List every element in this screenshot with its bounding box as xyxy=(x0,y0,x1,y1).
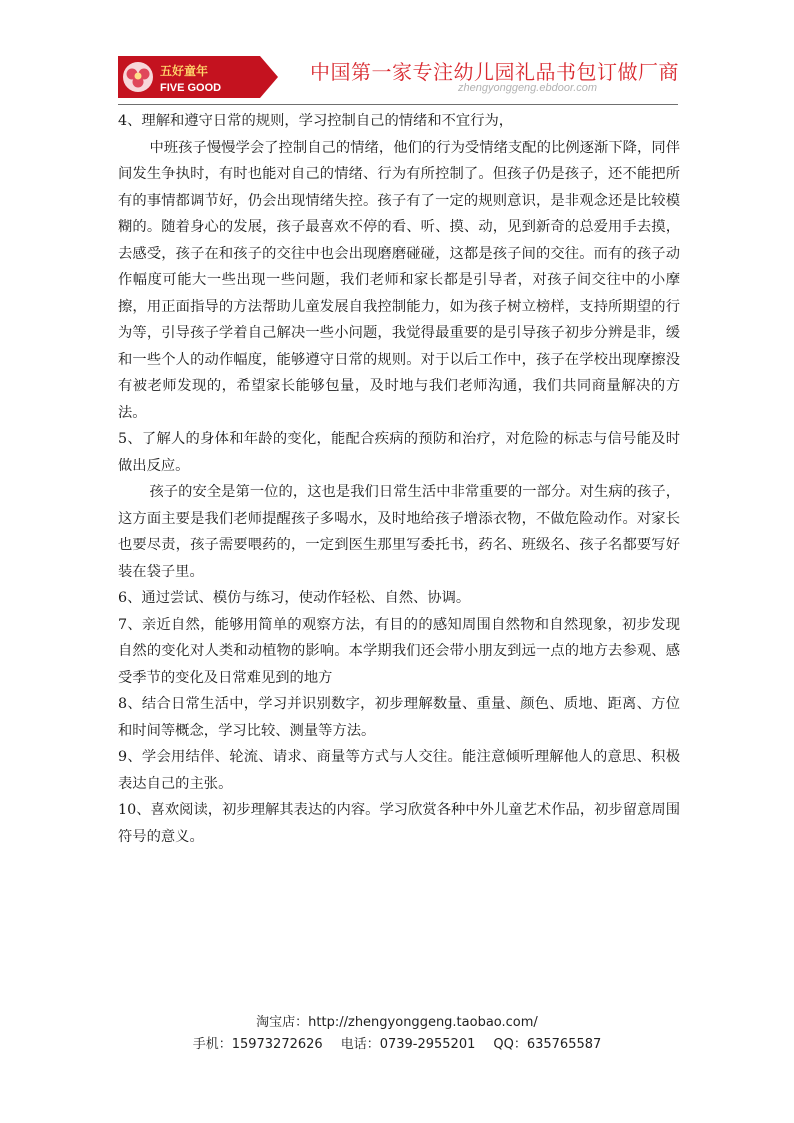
item-5-paragraph: 孩子的安全是第一位的，这也是我们日常生活中非常重要的一部分。对生病的孩子，这方面主要是我们老师提醒孩子多喝水，及时地给孩子增添衣物，不做危险动作。对家长也要尽责，孩子需要喂药的，一定到医生那里写委托书，药名、班级名、孩子名都要写好装在袋子里。 xyxy=(118,484,680,580)
five-good-logo xyxy=(118,56,278,98)
footer-contact-line xyxy=(0,1034,794,1056)
page-header xyxy=(118,50,679,104)
footer-qq: QQ：635765587 xyxy=(493,1037,602,1052)
logo-english-name: FIVE GOOD xyxy=(160,82,222,94)
item-8-heading: 8、结合日常生活中，学习并识别数字，初步理解数量、重量、颜色、质地、距离、方位和时间等概念，学习比较、测量等方法。 xyxy=(118,696,680,739)
page-footer xyxy=(0,1012,794,1056)
header-divider xyxy=(118,104,678,105)
footer-mobile: 手机：15973272626 xyxy=(192,1037,323,1052)
item-7-heading: 7、亲近自然，能够用简单的观察方法，有目的的感知周围自然物和自然现象，初步发现自然的变化对人类和动植物的影响。本学期我们还会带小朋友到远一点的地方去参观、感受季节的变化及日常难见到的地方 xyxy=(118,616,680,686)
document-body xyxy=(118,108,680,850)
logo-chinese-name: 五好童年 xyxy=(160,64,209,78)
site-title: 中国第一家专注幼儿园礼品书包订做厂商 xyxy=(310,60,679,84)
footer-taobao-link[interactable]: 淘宝店：http://zhengyonggeng.taobao.com/ xyxy=(256,1015,538,1030)
item-5-heading: 5、了解人的身体和年龄的变化，能配合疾病的预防和治疗，对危险的标志与信号能及时做出反应。 xyxy=(118,431,680,474)
item-4-heading: 4、理解和遵守日常的规则，学习控制自己的情绪和不宜行为， xyxy=(118,113,514,129)
item-6-heading: 6、通过尝试、模仿与练习，使动作轻松、自然、协调。 xyxy=(118,590,471,606)
footer-telephone: 电话：0739-2955201 xyxy=(340,1037,476,1052)
site-url[interactable]: zhengyonggeng.ebdoor.com xyxy=(458,82,598,94)
item-4-paragraph: 中班孩子慢慢学会了控制自己的情绪，他们的行为受情绪支配的比例逐渐下降，同伴间发生争执时，有时也能对自己的情绪、行为有所控制了。但孩子仍是孩子，还不能把所有的事情都调节好，仍会出现情绪失控。孩子有了一定的规则意识，是非观念还是比较模糊的。随着身心的发展，孩子最喜欢不停的看、听、摸、动，见到新奇的总爱用手去摸，去感受，孩子在和孩子的交往中也会出现磨磨碰碰，这都是孩子间的交往。而有的孩子动作幅度可能大一些出现一些问题，我们老师和家长都是引导者，对孩子间交往中的小摩擦，用正面指导的方法帮助儿童发展自我控制能力，如为孩子树立榜样，支持所期望的行为等，引导孩子学着自己解决一些小问题，我觉得最重要的是引导孩子初步分辨是非，缓和一些个人的动作幅度，能够遵守日常的规则。对于以后工作中，孩子在学校出现摩擦没有被老师发现的，希望家长能够包量，及时地与我们老师沟通，我们共同商量解决的方法。 xyxy=(118,139,680,421)
item-10-heading: 10、喜欢阅读，初步理解其表达的内容。学习欣赏各种中外儿童艺术作品，初步留意周围符号的意义。 xyxy=(118,802,680,845)
item-9-heading: 9、学会用结伴、轮流、请求、商量等方式与人交往。能注意倾听理解他人的意思、积极表达自己的主张。 xyxy=(118,749,680,792)
